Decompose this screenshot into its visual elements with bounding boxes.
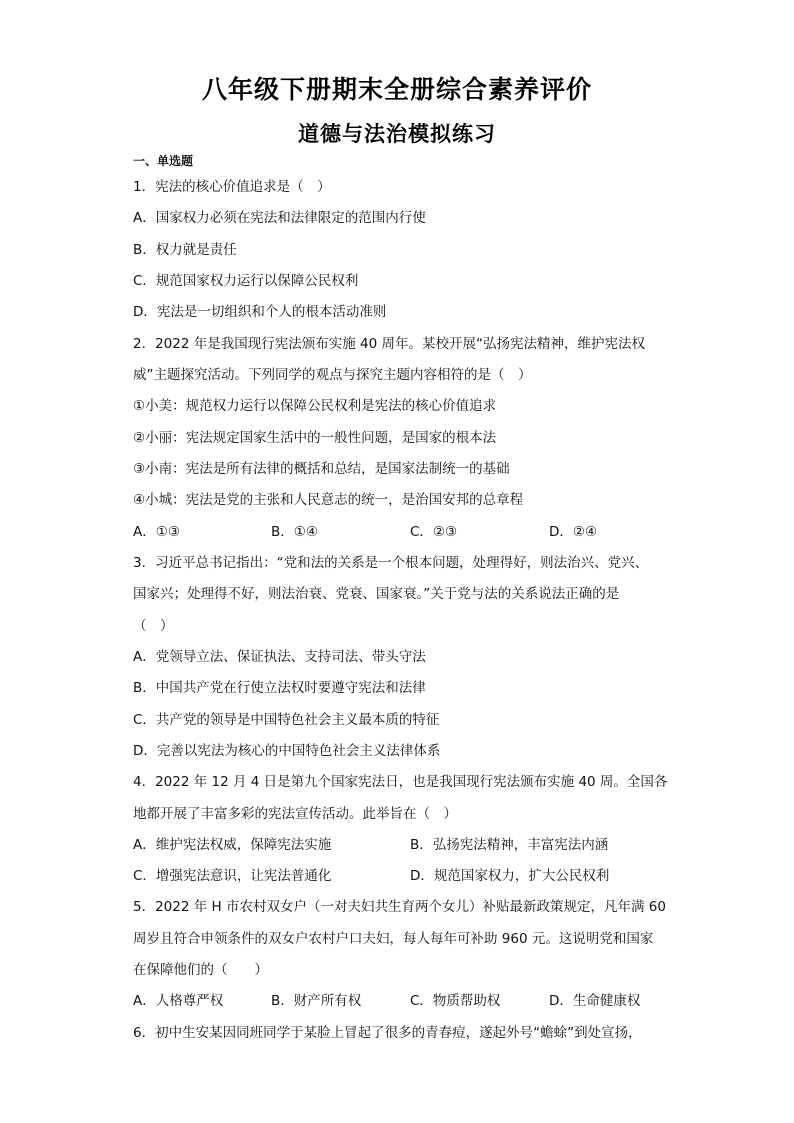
- question-1-option-a: A．国家权力必须在宪法和法律限定的范围内行使: [133, 210, 426, 226]
- question-2-statement-1: ①小美：规范权力运行以保障公民权利是宪法的核心价值追求: [133, 398, 497, 414]
- question-5-option-c: C．物质帮助权: [410, 993, 501, 1009]
- question-2-option-b: B．①④: [271, 524, 318, 540]
- question-3-option-d: D．完善以宪法为核心的中国特色社会主义法律体系: [133, 743, 441, 759]
- question-4-option-c: C．增强宪法意识，让宪法普通化: [133, 868, 332, 884]
- question-3-stem-line-1: 3．习近平总书记指出：“党和法的关系是一个根本问题，处理得好，则法治兴、党兴、: [133, 555, 649, 571]
- question-6-stem-line-1: 6．初中生安某因同班同学于某脸上冒起了很多的青春痘，遂起外号“蟾蜍”到处宣扬，: [133, 1025, 642, 1041]
- question-4-option-a: A．维护宪法权威，保障宪法实施: [133, 837, 332, 853]
- question-3-option-a: A．党领导立法、保证执法、支持司法、带头守法: [133, 649, 426, 665]
- section-heading: 一、单选题: [133, 154, 194, 168]
- question-2-option-a: A．①③: [133, 524, 180, 540]
- question-5-option-a: A．人格尊严权: [133, 993, 224, 1009]
- question-4-stem-line-1: 4．2022 年 12 月 4 日是第九个国家宪法日，也是我国现行宪法颁布实施 40 周。全国各: [133, 774, 668, 790]
- question-5-stem-line-1: 5．2022 年 H 市农村双女户（一对夫妇共生育两个女儿）补贴最新政策规定，凡年满 60: [133, 899, 666, 915]
- question-3-option-b: B．中国共产党在行使立法权时要遵守宪法和法律: [133, 680, 426, 696]
- question-1-option-c: C．规范国家权力运行以保障公民权利: [133, 273, 359, 289]
- question-5-stem-line-3: 在保障他们的（ ）: [133, 962, 268, 978]
- question-4-option-b: B．弘扬宪法精神，丰富宪法内涵: [410, 837, 609, 853]
- question-3-stem-line-2: 国家兴；处理得不好，则法治衰、党衰、国家衰。”关于党与法的关系说法正确的是: [133, 586, 620, 602]
- question-3-stem-line-3: （ ）: [133, 618, 174, 634]
- question-5-option-d: D．生命健康权: [549, 993, 641, 1009]
- question-4-stem-line-2: 地都开展了丰富多彩的宪法宣传活动。此举旨在（ ）: [133, 806, 457, 822]
- question-3-option-c: C．共产党的领导是中国特色社会主义最本质的特征: [133, 712, 440, 728]
- page-title: 八年级下册期末全册综合素养评价: [201, 75, 592, 104]
- question-1-option-b: B．权力就是责任: [133, 242, 237, 258]
- question-5-stem-line-2: 周岁且符合申领条件的双女户农村户口夫妇，每人每年可补助 960 元。这说明党和国家: [133, 931, 654, 947]
- question-4-option-d: D．规范国家权力，扩大公民权利: [410, 868, 610, 884]
- question-2-statement-3: ③小南：宪法是所有法律的概括和总结，是国家法制统一的基础: [133, 461, 510, 477]
- question-2-stem-line-2: 威”主题探究活动。下列同学的观点与探究主题内容相符的是（ ）: [133, 367, 532, 383]
- question-2-stem-line-1: 2．2022 年是我国现行宪法颁布实施 40 周年。某校开展“弘扬宪法精神，维护宪法权: [133, 336, 645, 352]
- question-2-statement-2: ②小丽：宪法规定国家生活中的一般性问题，是国家的根本法: [133, 430, 497, 446]
- question-1-stem: 1．宪法的核心价值追求是（ ）: [133, 179, 331, 195]
- question-5-option-b: B．财产所有权: [271, 993, 362, 1009]
- page-subtitle: 道德与法治模拟练习: [298, 121, 496, 146]
- question-2-statement-4: ④小城：宪法是党的主张和人民意志的统一，是治国安邦的总章程: [133, 492, 524, 508]
- question-1-option-d: D．宪法是一切组织和个人的根本活动准则: [133, 304, 387, 320]
- question-2-option-d: D．②④: [549, 524, 598, 540]
- question-2-option-c: C．②③: [410, 524, 458, 540]
